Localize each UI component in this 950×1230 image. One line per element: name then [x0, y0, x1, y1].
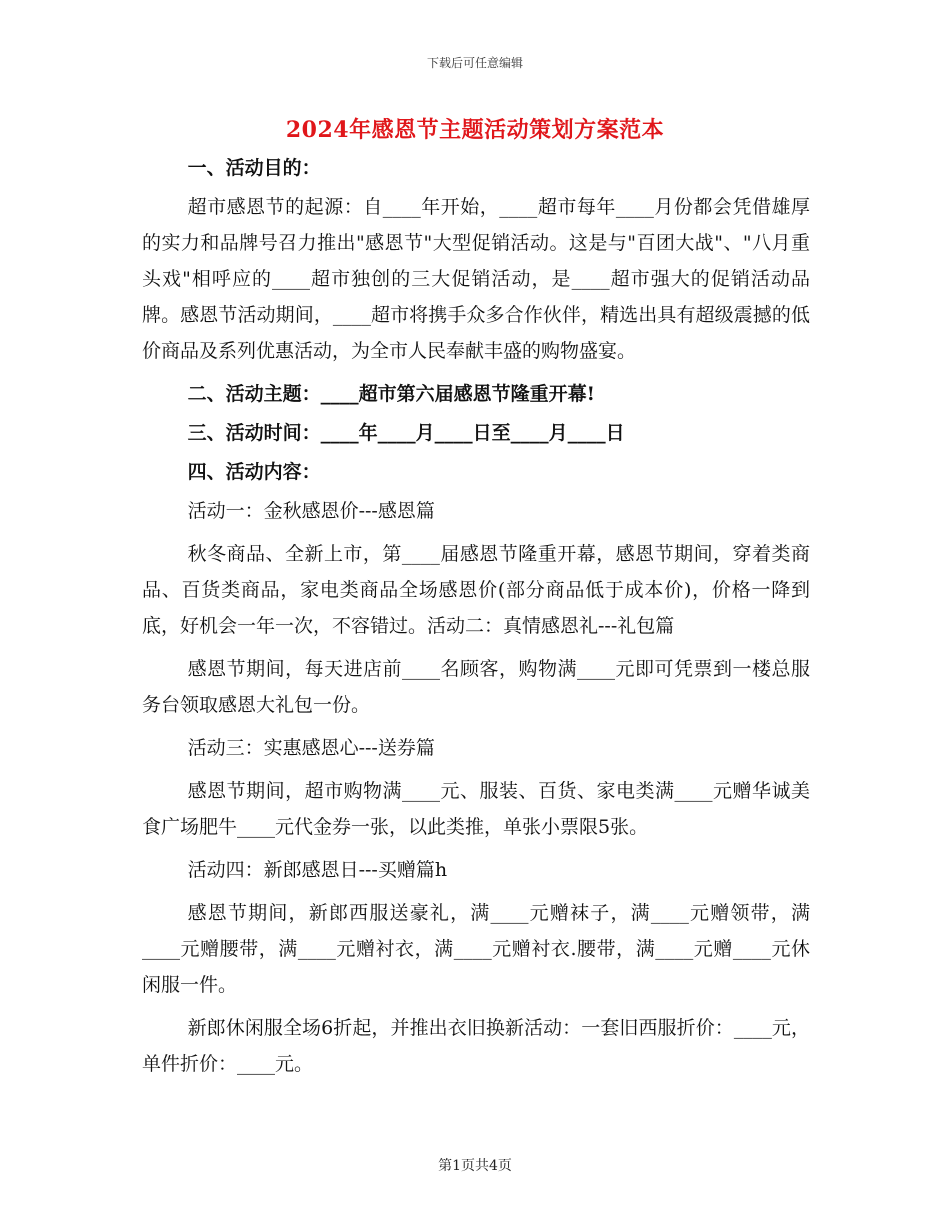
section-heading-content: 四、活动内容： — [187, 461, 321, 483]
document-body — [142, 150, 810, 1089]
header-note: 下载后可任意编辑 — [426, 56, 523, 70]
activity-three-title: 活动三：实惠感恩心---送券篇 — [187, 737, 435, 759]
section-heading-theme: 二、活动主题：____超市第六届感恩节隆重开幕! — [187, 383, 595, 405]
page-number: 第1页共4页 — [438, 1158, 512, 1174]
document-title: 2024年感恩节主题活动策划方案范本 — [285, 117, 665, 143]
section-heading-time: 三、活动时间：____年____月____日至____月____日 — [187, 422, 625, 444]
activity-four-title: 活动四：新郎感恩日---买赠篇h — [187, 859, 448, 881]
activity-one-title: 活动一：金秋感恩价---感恩篇 — [187, 500, 435, 522]
paragraph-activity-four: 感恩节期间，新郎西服送豪礼，满____元赠袜子，满____元赠领带，满____元赠腰带，满____元赠衬衣，满____元赠衬衣.腰带，满____元赠____元休闲服一件。 — [142, 902, 810, 996]
paragraph-activity-one: 秋冬商品、全新上市，第____届感恩节隆重开幕，感恩节期间，穿着类商品、百货类商品，家电类商品全场感恩价(部分商品低于成本价)，价格一降到底，好机会一年一次，不容错过。活动二：真情感恩礼---礼包篇 — [142, 543, 810, 637]
paragraph-origin: 超市感恩节的起源：自____年开始，____超市每年____月份都会凭借雄厚的实力和品牌号召力推出"感恩节"大型促销活动。这是与"百团大战"、"八月重头戏"相呼应的____超市独创的三大促销活动，是____超市强大的促销活动品牌。感恩节活动期间，____超市将携手众多合作伙伴，精选出具有超级震撼的低价商品及系列优惠活动，为全市人民奉献丰盛的购物盛宴。 — [142, 196, 810, 362]
paragraph-activity-two: 感恩节期间，每天进店前____名顾客，购物满____元即可凭票到一楼总服务台领取感恩大礼包一份。 — [142, 658, 810, 716]
paragraph-casual-wear: 新郎休闲服全场6折起，并推出衣旧换新活动：一套旧西服折价：____元，单件折价：____元。 — [142, 1017, 810, 1075]
paragraph-activity-three: 感恩节期间，超市购物满____元、服装、百货、家电类满____元赠华诚美食广场肥牛____元代金券一张，以此类推，单张小票限5张。 — [142, 780, 810, 838]
section-heading-purpose: 一、活动目的： — [187, 157, 321, 179]
